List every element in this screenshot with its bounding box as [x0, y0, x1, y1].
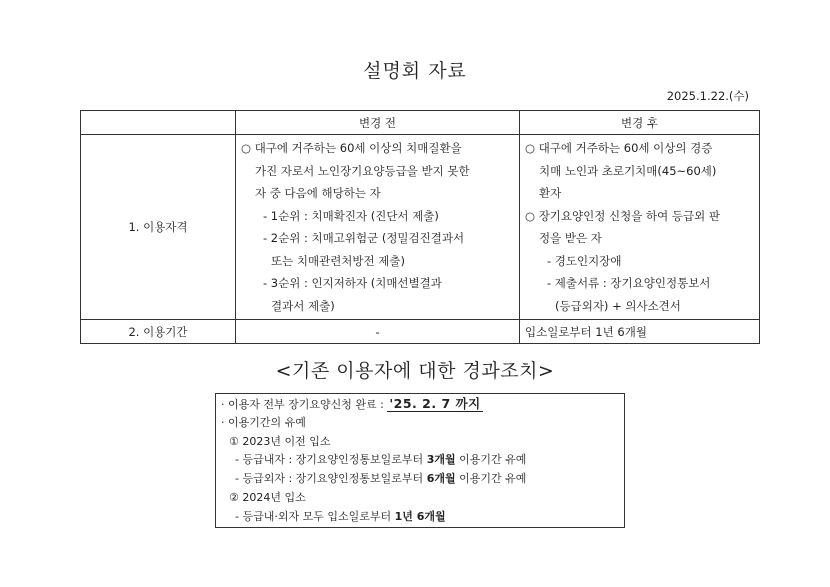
before-line: 결과서 제출) — [271, 298, 335, 313]
before-line: 자 중 다음에 해당하는 자 — [255, 186, 381, 200]
grade-outside-text: - 등급외자 : 장기요양인정통보일로부터 — [235, 472, 427, 486]
table-row-period — [81, 320, 760, 344]
header-empty-cell — [81, 111, 236, 135]
year-2024-heading: ② 2024년 입소 — [229, 490, 306, 504]
table-header-row — [81, 111, 760, 135]
before-2023-heading: ① 2023년 이전 입소 — [229, 434, 331, 448]
deadline-label: · 이용자 전부 장기요양신청 완료 : — [221, 398, 388, 411]
after-line: 치매 노인과 초로기치매(45~60세) — [539, 163, 717, 178]
after-line: 정을 받은 자 — [539, 231, 602, 245]
after-line: ○ 장기요양인정 신청을 하여 등급외 판 — [525, 208, 720, 223]
grade-within-line — [221, 451, 619, 470]
eligibility-before-cell — [236, 135, 520, 320]
transition-title: <기존 이용자에 대한 경과조치> — [275, 360, 555, 382]
deadline-line — [221, 395, 619, 414]
after-line: (등급외자) + 의사소견서 — [555, 298, 681, 313]
document-date: 2025.1.22.(수) — [666, 89, 749, 103]
row-label-eligibility: 1. 이용자격 — [81, 135, 236, 320]
grade-outside-suffix: 이용기간 유예 — [455, 472, 527, 486]
before-line: 가진 자로서 노인장기요양등급을 받지 못한 — [255, 163, 470, 178]
after-line: ○ 대구에 거주하는 60세 이상의 경증 — [525, 141, 713, 155]
grade-outside-period: 6개월 — [426, 472, 456, 486]
before-line: - 1순위 : 치매확진자 (진단서 제출) — [263, 208, 439, 223]
transition-box — [215, 393, 625, 528]
comparison-table — [80, 110, 760, 344]
after-line: 환자 — [539, 186, 562, 200]
grace-period-heading: · 이용기간의 유예 — [221, 415, 306, 429]
all-grades-period: 1년 6개월 — [394, 509, 446, 523]
all-grades-text: - 등급내·외자 모두 입소일로부터 — [235, 509, 395, 523]
after-line: - 경도인지장애 — [547, 253, 622, 268]
header-before: 변경 전 — [236, 111, 520, 135]
period-after-cell: 입소일로부터 1년 6개월 — [520, 320, 760, 344]
table-row-eligibility — [81, 135, 760, 320]
before-line: ○ 대구에 거주하는 60세 이상의 치매질환을 — [241, 141, 462, 155]
row-label-period: 2. 이용기간 — [81, 320, 236, 344]
period-before-cell: - — [236, 320, 520, 344]
deadline-date: '25. 2. 7 까지 — [389, 396, 481, 411]
document-title: 설명회 자료 — [363, 60, 467, 82]
before-line: - 3순위 : 인지저하자 (치매선별결과 — [263, 276, 442, 290]
grade-outside-line — [221, 470, 619, 489]
grade-within-text: - 등급내자 : 장기요양인정통보일로부터 — [235, 453, 427, 467]
grade-within-suffix: 이용기간 유예 — [455, 453, 527, 467]
before-line: 또는 치매관련처방전 제출) — [271, 253, 405, 268]
header-after: 변경 후 — [520, 111, 760, 135]
after-line: - 제출서류 : 장기요양인정통보서 — [547, 276, 711, 290]
before-line: - 2순위 : 치매고위험군 (정밀검진결과서 — [263, 231, 465, 245]
all-grades-line — [221, 508, 619, 527]
eligibility-after-cell — [520, 135, 760, 320]
grade-within-period: 3개월 — [426, 453, 456, 467]
